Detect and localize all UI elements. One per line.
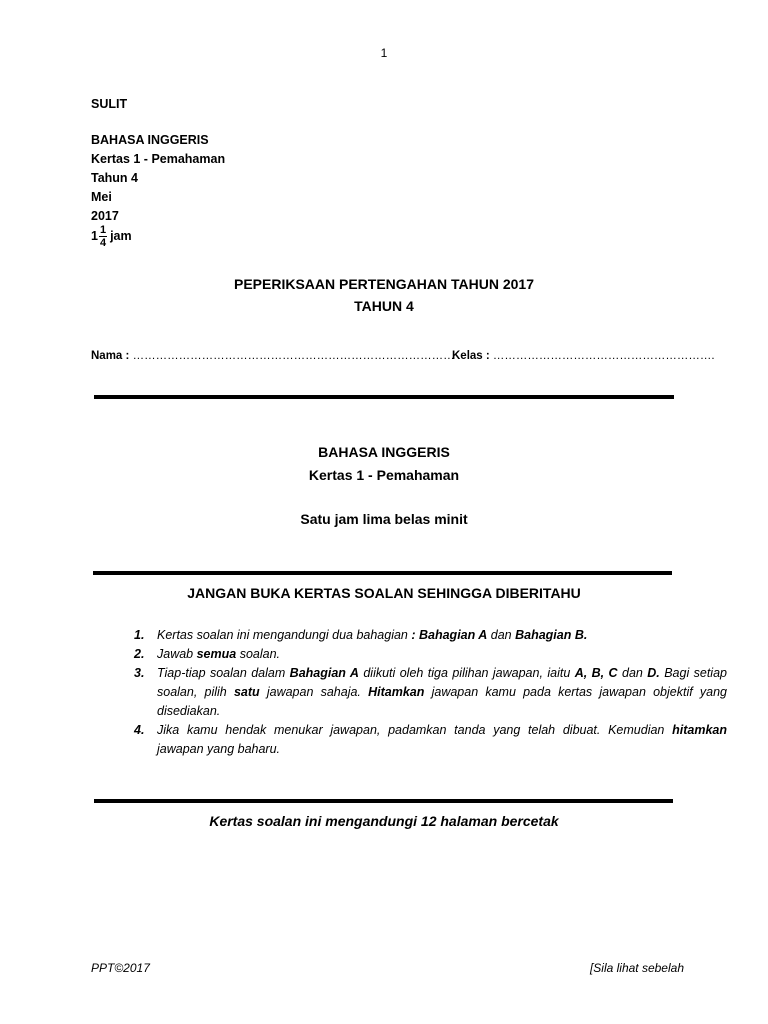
month-label: Mei [91,190,112,204]
instruction-item [134,664,728,721]
instruction-text: Jika kamu hendak menukar jawapan, padamkan tanda yang telah dibuat. Kemudian [157,723,673,737]
instruction-text: Hitamkan [368,685,425,699]
instruction-text: hitamkan [672,723,727,737]
class-dotted-line: …………………………………………………. [492,350,715,362]
instruction-text: jawapan yang baharu. [157,742,281,756]
subject-label: BAHASA INGGERIS [91,133,209,147]
class-field [452,350,715,362]
class-label: Kelas : [452,350,490,362]
divider-rule [94,799,673,803]
instruction-text: dan [617,666,648,680]
instruction-number: 2. [134,647,145,661]
instruction-text: Kertas soalan ini mengandungi dua bahagian [157,628,412,642]
warning-heading: JANGAN BUKA KERTAS SOALAN SEHINGGA DIBERITAHU [187,585,581,601]
instruction-text: D. [647,666,660,680]
instruction-text: jawapan sahaja. [259,685,369,699]
year-level-label: Tahun 4 [91,171,138,185]
instruction-text: Bagi setiap soalan, pilih [157,666,727,699]
instruction-item [134,721,727,759]
name-dotted-line: ………………………………………………………………………… [132,350,455,362]
instruction-text: dan [487,628,516,642]
exam-subtitle: TAHUN 4 [354,298,414,314]
duration-unit: jam [110,228,132,243]
instruction-item [134,626,727,645]
instruction-number: 1. [134,628,145,642]
duration-heading: Satu jam lima belas minit [300,511,468,527]
duration-fraction [91,223,225,249]
instruction-number: 3. [134,666,145,680]
divider-rule [93,571,672,575]
paper-info-block [91,95,226,249]
classification-label: SULIT [91,97,128,111]
exam-title: PEPERIKSAAN PERTENGAHAN TAHUN 2017 [233,276,534,292]
instruction-text: jawapan kamu pada kertas jawapan objektif yang disediakan. [157,685,728,718]
instruction-text: A, B, C [574,666,618,680]
duration-whole: 1 [91,228,98,243]
name-field [91,350,455,362]
instruction-text: satu [233,685,260,699]
footer-copyright: PPT©2017 [91,961,150,975]
instruction-text: semua [196,647,237,661]
instruction-text: diikuti oleh tiga pilihan jawapan, iaitu [358,666,575,680]
fraction [99,225,107,248]
instruction-text: : Bahagian A [411,628,488,642]
subject-heading: BAHASA INGGERIS [318,444,450,460]
instruction-text: Tiap-tiap soalan dalam [157,666,290,680]
instructions-list [110,626,727,759]
fraction-numerator: 1 [99,223,107,236]
page-count-note: Kertas soalan ini mengandungi 12 halaman bercetak [209,813,559,829]
instruction-number: 4. [134,723,145,737]
instruction-item [134,645,727,664]
paper-label: Kertas 1 - Pemahaman [91,152,226,166]
footer-continue-note: [Sila lihat sebelah [589,961,684,975]
year-label: 2017 [91,209,119,223]
instruction-text: soalan. [236,647,280,661]
divider-rule [94,395,674,399]
fraction-denominator: 4 [99,236,107,249]
instruction-text: Bahagian B. [515,628,588,642]
instruction-text: Bahagian A [289,666,359,680]
name-label: Nama : [91,350,130,362]
paper-heading: Kertas 1 - Pemahaman [308,467,460,483]
instruction-text: Jawab [157,647,197,661]
page-number: 1 [380,46,388,60]
